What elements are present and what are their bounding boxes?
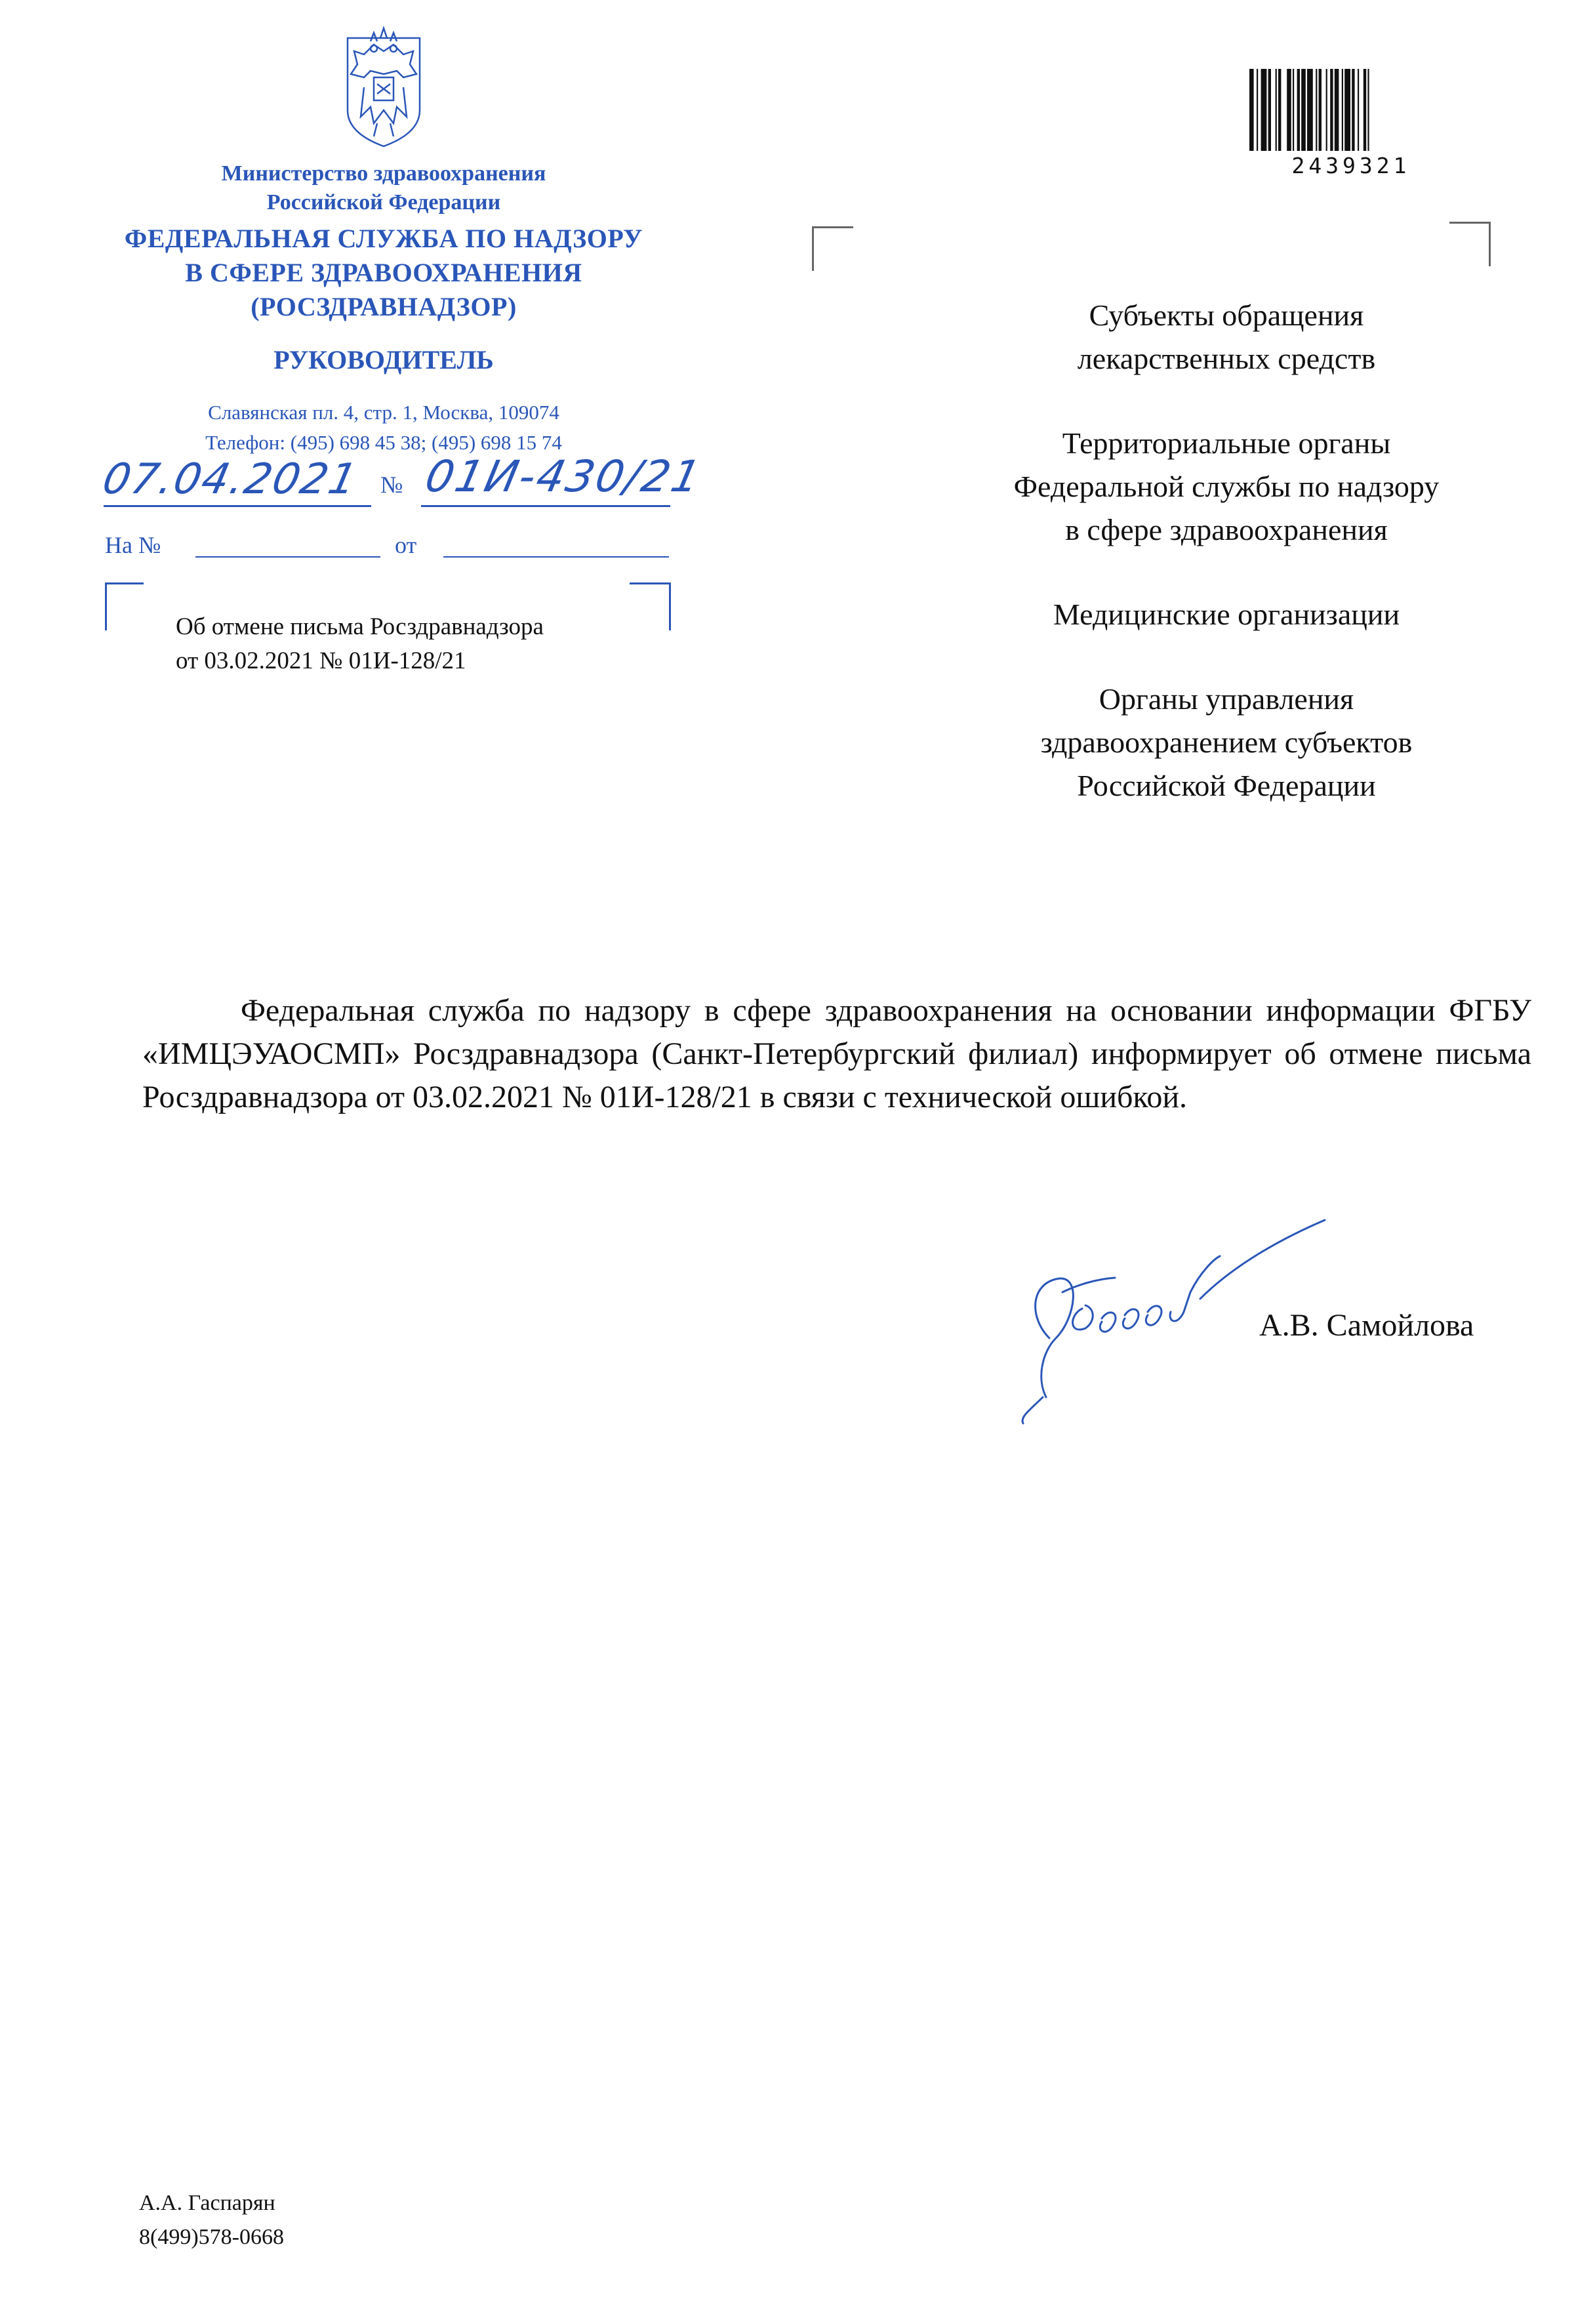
coat-of-arms-icon (334, 25, 433, 150)
signatory-name: А.В. Самойлова (1259, 1308, 1474, 1343)
addressee-group (866, 294, 1587, 380)
addressee-group (866, 422, 1587, 552)
addressee-line: Федеральной службы по надзору (1013, 470, 1440, 503)
barcode (1249, 69, 1453, 162)
number-sign: № (380, 472, 403, 498)
address: Славянская пл. 4, стр. 1, Москва, 109074 (208, 401, 559, 424)
executor-phone: 8(499)578-0668 (139, 2225, 284, 2249)
addressee-group (866, 678, 1587, 807)
addressee-line: здравоохранением субъектов (1040, 725, 1413, 759)
reference-number-label: На № (105, 532, 161, 558)
service-line-2: В СФЕРЕ ЗДРАВООХРАНЕНИЯ (185, 258, 582, 287)
phone: Телефон: (495) 698 45 38; (495) 698 15 74 (205, 431, 562, 454)
reference-number-line (195, 556, 380, 558)
addressee-line: лекарственных средств (1077, 342, 1376, 375)
registration-date: 07.04.2021 (98, 455, 363, 504)
addressee-group (866, 593, 1587, 636)
ministry-line-2: Российской Федерации (266, 190, 501, 214)
addressee-line: Органы управления (1099, 682, 1354, 716)
addressee-bracket-right (1449, 222, 1491, 266)
service-line-3: (РОСЗДРАВНАДЗОР) (251, 292, 517, 321)
service-name (92, 222, 676, 324)
subject (176, 610, 674, 678)
addressee-bracket-left (812, 226, 853, 271)
executor-name: А.А. Гаспарян (139, 2191, 275, 2215)
addressee-line: Медицинские организации (1053, 598, 1400, 631)
addressees (866, 294, 1587, 849)
service-line-1: ФЕДЕРАЛЬНАЯ СЛУЖБА ПО НАДЗОРУ (124, 224, 643, 253)
registration-number: 01И-430/21 (420, 451, 707, 502)
subject-line-2: от 03.02.2021 № 01И-128/21 (176, 647, 466, 674)
executor-block (139, 2186, 284, 2254)
contact-block (125, 398, 643, 458)
date-underline (104, 505, 371, 507)
reference-date-line (443, 556, 669, 558)
ministry-line-1: Министерство здравоохранения (221, 161, 546, 186)
subject-line-1: Об отмене письма Росздравнадзора (176, 613, 544, 640)
head-role: РУКОВОДИТЕЛЬ (273, 345, 494, 375)
addressee-line: Территориальные органы (1062, 426, 1391, 460)
barcode-number: 2439321 (1291, 153, 1411, 178)
number-underline (421, 505, 670, 507)
body-paragraph: Федеральная служба по надзору в сфере здравоохранения на основании информации ФГБУ «ИМЦЭУАОСМП» Росздравнадзора (Санкт-Петербургский филиал) информирует об отмене письма Росздравнадзора от 03.02.2021 № 01И-128/21 в связи с технической ошибкой. (142, 993, 1531, 1114)
reference-date-label: от (395, 532, 417, 558)
addressee-line: Российской Федерации (1077, 769, 1376, 802)
subject-bracket-left (105, 582, 144, 630)
addressee-line: Субъекты обращения (1089, 298, 1364, 332)
addressee-line: в сфере здравоохранения (1065, 513, 1388, 546)
ministry-name (125, 159, 643, 217)
handwritten-signature (1003, 1181, 1338, 1430)
